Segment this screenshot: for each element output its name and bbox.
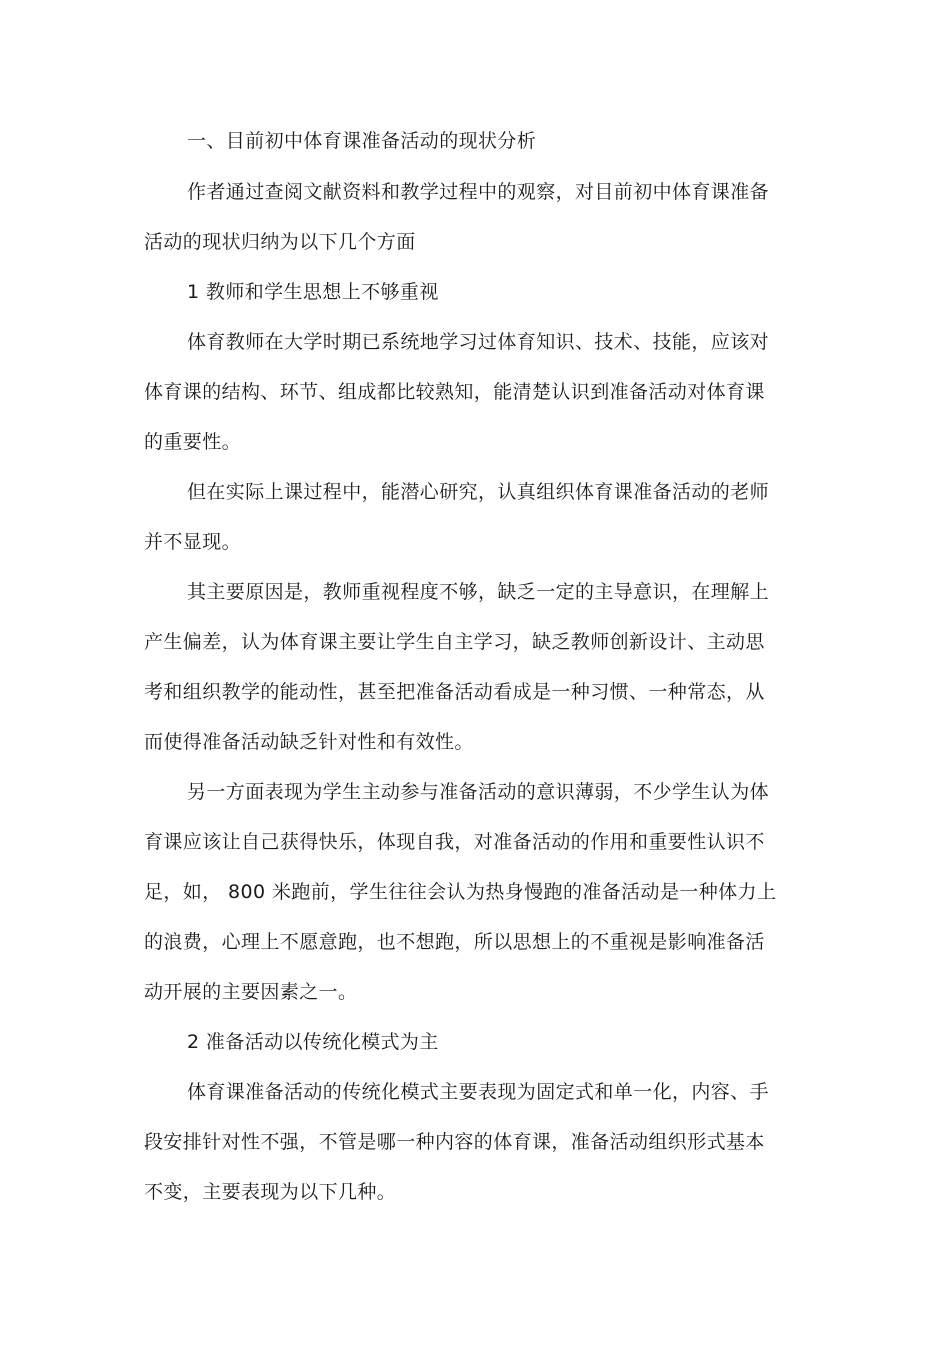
paragraph-line: 活动的现状归纳为以下几个方面 [144,231,416,253]
paragraph-line: 考和组织教学的能动性，甚至把准备活动看成是一种习惯、一种常态，从 [144,681,765,703]
paragraph-line: 其主要原因是，教师重视程度不够，缺乏一定的主导意识，在理解上 [187,581,770,603]
paragraph-line: 的浪费，心理上不愿意跑，也不想跑，所以思想上的不重视是影响准备活 [144,931,765,953]
paragraph-line: 体育课的结构、环节、组成都比较熟知，能清楚认识到准备活动对体育课 [144,381,765,403]
paragraph-line: 而使得准备活动缺乏针对性和有效性。 [144,731,474,753]
paragraph-line: 并不显现。 [144,531,242,553]
subsection-heading: 1 教师和学生思想上不够重视 [187,281,439,303]
subsection-heading: 2 准备活动以传统化模式为主 [187,1031,439,1053]
paragraph-line: 产生偏差，认为体育课主要让学生自主学习，缺乏教师创新设计、主动思 [144,631,765,653]
section-title: 一、目前初中体育课准备活动的现状分析 [187,130,537,152]
paragraph-line: 段安排针对性不强，不管是哪一种内容的体育课，准备活动组织形式基本 [144,1131,765,1153]
paragraph-line: 体育教师在大学时期已系统地学习过体育知识、技术、技能，应该对 [187,331,770,353]
paragraph-line: 但在实际上课过程中，能潜心研究，认真组织体育课准备活动的老师 [187,481,770,503]
paragraph-line: 作者通过查阅文献资料和教学过程中的观察，对目前初中体育课准备 [187,181,770,203]
paragraph-line: 的重要性。 [144,431,242,453]
paragraph-line: 动开展的主要因素之一。 [144,981,358,1003]
paragraph-line: 体育课准备活动的传统化模式主要表现为固定式和单一化，内容、手 [187,1081,770,1103]
paragraph-line: 育课应该让自己获得快乐，体现自我，对准备活动的作用和重要性认识不 [144,831,765,853]
paragraph-line: 不变，主要表现为以下几种。 [144,1181,397,1203]
paragraph-line: 另一方面表现为学生主动参与准备活动的意识薄弱，不少学生认为体 [187,781,770,803]
paragraph-line: 足，如， 800 米跑前，学生往往会认为热身慢跑的准备活动是一种体力上 [144,881,777,903]
